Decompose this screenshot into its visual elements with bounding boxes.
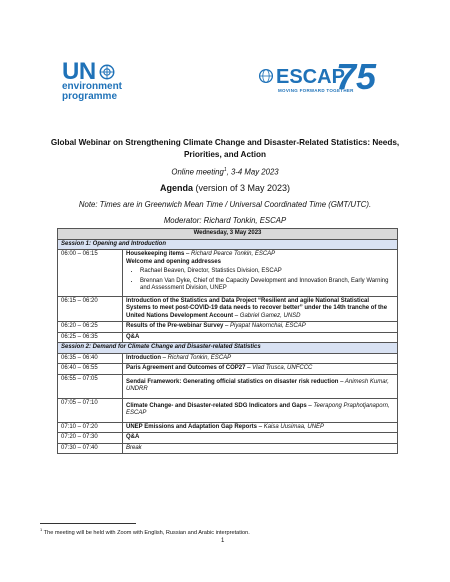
page-number: 1 xyxy=(221,538,225,544)
document-title: Global Webinar on Strengthening Climate Change and Disaster-Related Statistics: Needs, Priorities, and Action xyxy=(50,138,400,159)
session-1-row xyxy=(58,239,398,250)
row-speaker: – Vlad Trusca, UNFCCC xyxy=(247,365,313,371)
row-subtitle: Welcome and opening addresses xyxy=(126,258,221,265)
table-row xyxy=(58,398,398,422)
timezone-note: Note: Times are in Greenwich Mean Time / Universal Coordinated Time (GMT/UTC). xyxy=(78,200,372,209)
escap-logo-tagline: MOVING FORWARD TOGETHER xyxy=(278,88,354,93)
row-speaker: – Teerapong Praphotjanaporn, ESCAP xyxy=(126,402,390,416)
table-row xyxy=(58,364,398,375)
row-title: Q&A xyxy=(126,333,140,340)
table-row xyxy=(58,250,398,297)
row-content xyxy=(123,353,398,364)
row-title: Housekeeping items xyxy=(126,251,185,257)
meeting-date: , 3-4 May 2023 xyxy=(226,167,279,177)
row-title: UNEP Emissions and Adaptation Gap Reports xyxy=(126,423,258,430)
session-2-row xyxy=(58,343,398,354)
row-time: 07:20 – 07:30 xyxy=(58,433,123,444)
row-speaker: – Animesh Kumar, UNDRR xyxy=(126,378,389,392)
footnote-divider xyxy=(40,523,136,524)
unep-logo-programme: programme xyxy=(62,91,118,102)
unep-logo-environment: environment xyxy=(62,81,123,92)
footnote xyxy=(40,527,250,536)
row-speaker: – Piyapat Nakornchai, ESCAP xyxy=(225,323,306,329)
unep-logo xyxy=(62,58,123,102)
row-content xyxy=(123,398,398,422)
row-time: 07:30 – 07:40 xyxy=(58,443,123,454)
row-speaker: – Kaisa Uusimaa, UNEP xyxy=(258,423,325,430)
row-title: Climate Change- and Disaster-related SDG Indicators and Gaps xyxy=(126,402,307,409)
row-speaker: – Richard Tonkin, ESCAP xyxy=(162,354,232,361)
day-label: Wednesday, 3 May 2023 xyxy=(58,229,398,240)
footnote-text: The meeting will be held with Zoom with English, Russian and Arabic interpretation. xyxy=(42,529,250,536)
agenda-version: (version of 3 May 2023) xyxy=(192,183,291,193)
row-content xyxy=(123,443,398,454)
row-title: Introduction xyxy=(126,354,161,361)
table-row xyxy=(58,353,398,364)
moderator-line: Moderator: Richard Tonkin, ESCAP xyxy=(163,216,287,225)
row-time: 06:25 – 06:35 xyxy=(58,332,123,343)
row-time: 06:55 – 07:05 xyxy=(58,374,123,398)
agenda-line xyxy=(30,183,420,193)
table-row xyxy=(58,374,398,398)
row-content xyxy=(123,422,398,433)
escap-logo xyxy=(258,58,398,102)
row-content xyxy=(123,332,398,343)
speaker-list xyxy=(126,268,394,293)
meeting-line xyxy=(30,167,420,177)
unep-logo-un: UN xyxy=(62,58,96,85)
un-globe-icon xyxy=(258,68,274,84)
row-time: 06:15 – 06:20 xyxy=(58,296,123,322)
row-content xyxy=(123,374,398,398)
table-row xyxy=(58,443,398,454)
escap-logo-75: 75 xyxy=(336,56,377,97)
row-content xyxy=(123,322,398,333)
row-title: Results of the Pre-webinar Survey xyxy=(126,323,224,329)
agenda-table xyxy=(57,228,398,454)
list-item: • Brennan Van Dyke, Chief of the Capacity Development and Innovation Branch, Early Warning and Assessment Division, UNEP xyxy=(140,278,394,293)
row-title: Introduction of the Statistics and Data Project “Resilient and agile National Statistical Systems to meet post-COVID-19 data needs to recover better” under the 14th tranche of the United Nations Development Account xyxy=(126,297,388,319)
agenda-label: Agenda xyxy=(159,183,193,193)
row-content xyxy=(123,364,398,375)
row-time: 07:10 – 07:20 xyxy=(58,422,123,433)
table-row xyxy=(58,296,398,322)
row-time: 06:40 – 06:55 xyxy=(58,364,123,375)
table-row xyxy=(58,433,398,444)
row-speaker: – Richard Pearce Tonkin, ESCAP xyxy=(186,251,276,257)
row-content xyxy=(123,433,398,444)
session-2-title: Session 2: Demand for Climate Change and Disaster-related Statistics xyxy=(58,343,398,354)
table-row xyxy=(58,322,398,333)
session-1-title: Session 1: Opening and Introduction xyxy=(58,239,398,250)
footnote-mark: 1 xyxy=(40,527,43,532)
un-emblem-icon xyxy=(98,63,116,81)
meeting-text: Online meeting xyxy=(171,167,224,177)
row-time: 06:00 – 06:15 xyxy=(58,250,123,297)
table-day-header xyxy=(58,229,398,240)
table-row xyxy=(58,422,398,433)
row-title: Paris Agreement and Outcomes of COP27 xyxy=(126,365,246,371)
escap-logo-name: ESCAP xyxy=(276,66,345,88)
row-title: Q&A xyxy=(126,434,140,440)
row-content xyxy=(123,250,398,297)
list-item: • Rachael Beaven, Director, Statistics Division, ESCAP xyxy=(140,268,394,276)
footnote-ref: 1 xyxy=(223,167,227,173)
row-title: Sendai Framework: Generating official statistics on disaster risk reduction xyxy=(126,378,339,385)
row-time: 07:05 – 07:10 xyxy=(58,398,123,422)
row-time: 06:20 – 06:25 xyxy=(58,322,123,333)
row-title: Break xyxy=(126,444,142,451)
table-row xyxy=(58,332,398,343)
row-content xyxy=(123,296,398,322)
row-speaker: – Gabriel Gamez, UNSD xyxy=(234,312,301,319)
row-time: 06:35 – 06:40 xyxy=(58,353,123,364)
